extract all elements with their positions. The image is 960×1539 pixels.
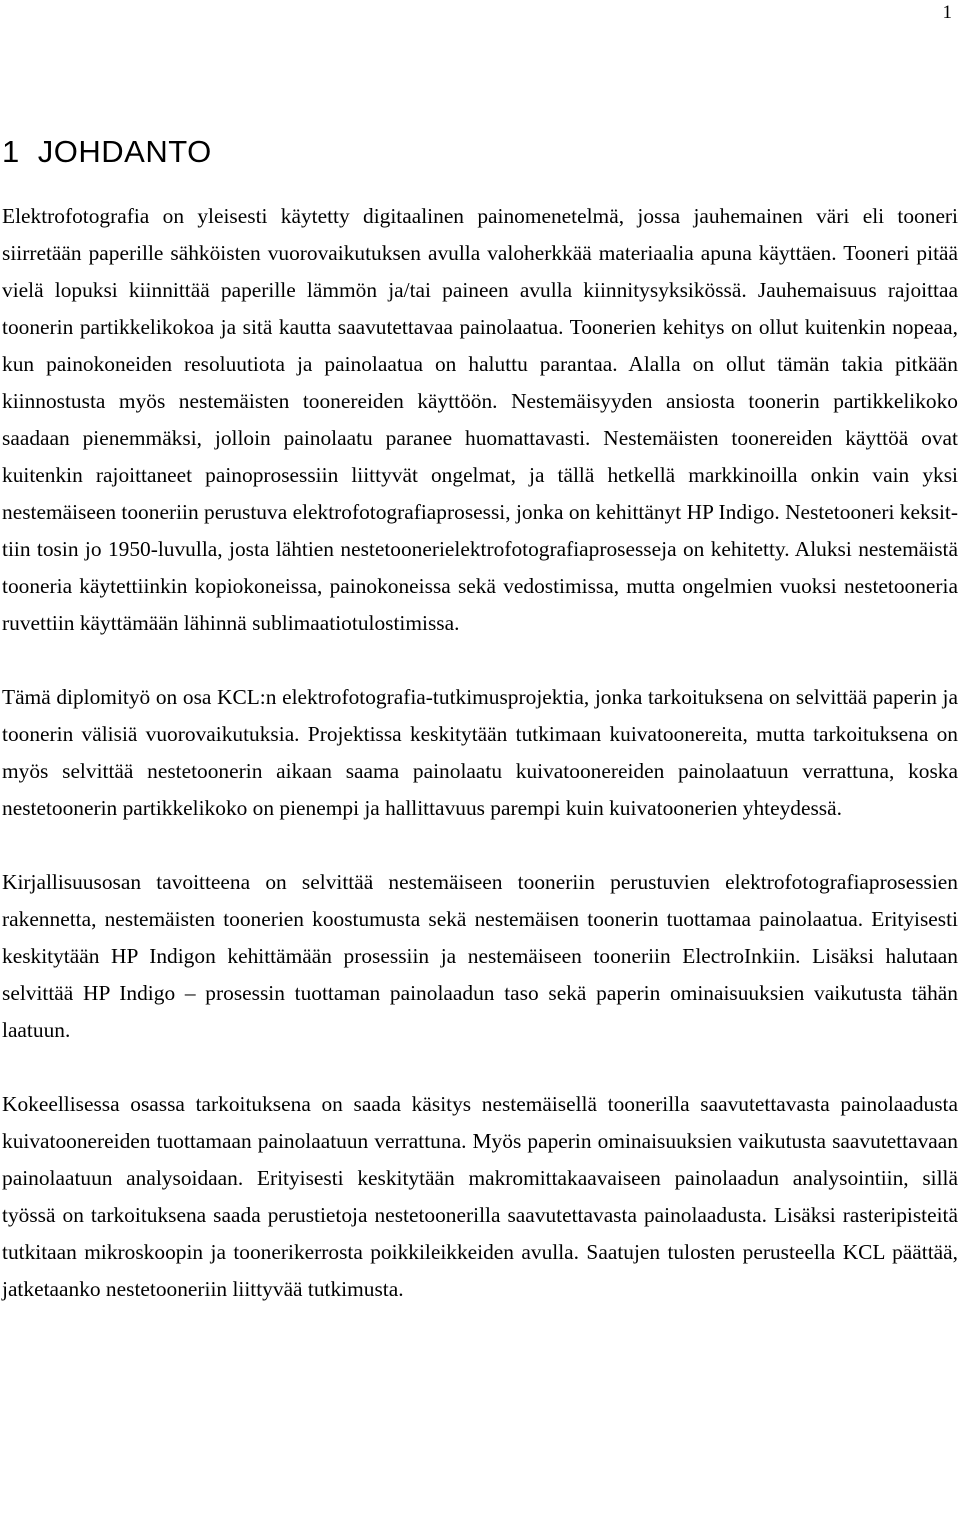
page-number: 1 xyxy=(942,2,952,23)
paragraph-thesis-context: Tämä diplomityö on osa KCL:n elektrofotografia-tutkimusprojektia, jonka tarkoituksena on selvittää paperin ja toonerin välisiä vuorovaikutuksia. Projektissa keskitytään tutkimaan kuivatoonereita, mutta tarkoituksena on myös selvittää nestetoonerin aikaan saama painolaatu kuivatoonereiden painolaatuun verrattuna, koska nestetoonerin partikkelikoko on pienempi ja hallittavuus parempi kuin kuivatoonerien yhteydessä. xyxy=(2,685,958,820)
paragraph-intro: Elektrofotografia on yleisesti käytetty digitaalinen painomenetelmä, jossa jauhemainen väri eli tooneri siirretään paperille sähköisten vuorovaikutuksen avulla valoherkkää materiaalia apuna käyttäen. Tooneri pitää vielä lopuksi kiinnittää paperille lämmön ja/tai paineen avulla kiinnitysyksikössä. Jauhemaisuus rajoittaa toonerin partikkelikokoa ja sitä kautta saavutettavaa painolaatua. Toonerien kehitys on ollut kuitenkin nopeaa, kun painokoneiden resoluutiota ja painolaatua on haluttu parantaa. Alalla on ollut tämän takia pitkään kiinnostusta myös nestemäisten toonereiden käyttöön. Nestemäisyyden ansiosta toonerin partikkelikoko saadaan pienemmäksi, jolloin painolaatu paranee huomattavasti. Nestemäisten toonereiden käyttöä ovat kuitenkin rajoittaneet painoprosessiin liittyvät ongelmat, ja tällä hetkellä markkinoilla onkin vain yksi nestemäiseen tooneriin perustuva elektrofotografiaprosessi, jonka on kehittänyt HP Indigo. Nestetooneri keksittiin tosin jo 1950-luvulla, josta lähtien nestetoonerielektrofotografiaprosesseja on kehitetty. Aluksi nestemäistä tooneria käytettiinkin kopiokoneissa, painokoneissa sekä vedostimissa, mutta ongelmien vuoksi nestetooneria ruvettiin käyttämään lähinnä sublimaatiotulostimissa. xyxy=(2,204,958,635)
body-text xyxy=(2,198,958,1345)
paragraph-literature-goal: Kirjallisuusosan tavoitteena on selvittää nestemäiseen tooneriin perustuvien elektrofotografiaprosessien rakennetta, nestemäisten toonerien koostumusta sekä nestemäisen toonerin tuottamaa painolaatua. Erityisesti keskitytään HP Indigon kehittämään prosessiin ja nestemäiseen tooneriin ElectroInkiin. Lisäksi halutaan selvittää HP Indigo – prosessin tuottaman painolaadun taso sekä paperin ominaisuuksien vaikutusta tähän laatuun. xyxy=(2,870,958,1042)
chapter-number: 1 xyxy=(2,134,20,169)
paragraph-experimental-goal: Kokeellisessa osassa tarkoituksena on saada käsitys nestemäisellä toonerilla saavutettavasta painolaadusta kuivatoonereiden tuottamaan painolaatuun verrattuna. Myös paperin ominaisuuksien vaikutusta saavutettavaan painolaatuun analysoidaan. Erityisesti keskitytään makromittakaavaiseen painolaadun analysointiin, sillä työssä on tarkoituksena saada perustietoja nestetoonerilla saavutettavasta painolaadusta. Lisäksi rasteripisteitä tutkitaan mikroskoopin ja toonerikerrosta poikkileikkeiden avulla. Saatujen tulosten perusteella KCL päättää, jatketaanko nestetooneriin liittyvää tutkimusta. xyxy=(2,1092,958,1301)
chapter-heading xyxy=(2,130,212,174)
chapter-title: JOHDANTO xyxy=(37,134,212,169)
